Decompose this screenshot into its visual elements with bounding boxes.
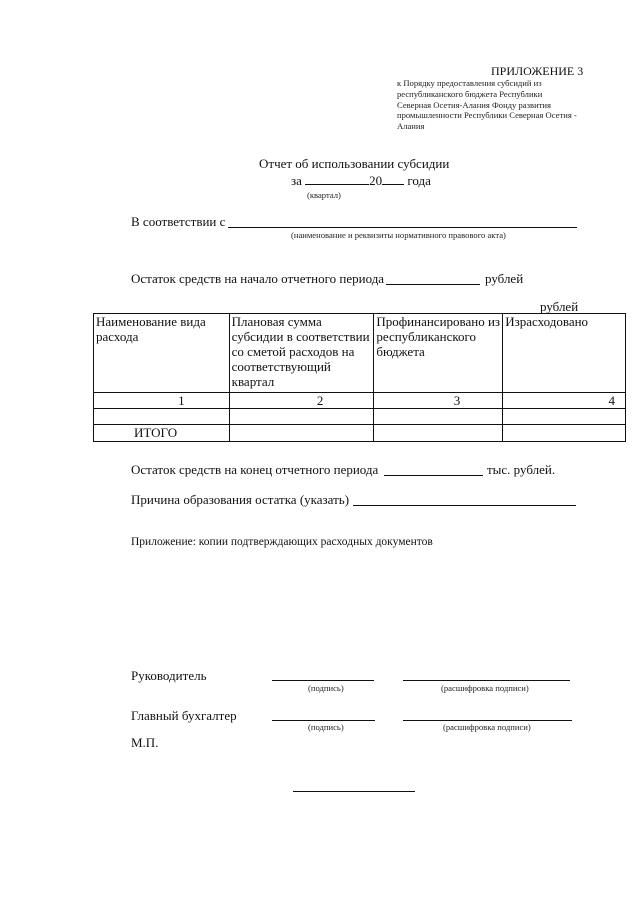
period-suffix: года: [407, 173, 431, 188]
closing-balance-blank[interactable]: [384, 475, 483, 476]
closing-balance-unit: тыс. рублей.: [487, 462, 556, 477]
header-text: Профинансировано из республиканского бюджета: [376, 314, 501, 359]
chief-accountant-label: Главный бухгалтер: [131, 708, 237, 723]
basis-caption: (наименование и реквизиты нормативного правового акта): [291, 230, 506, 240]
column-number: 2: [229, 393, 374, 409]
total-label: ИТОГО: [94, 425, 230, 442]
header-expense-type: [94, 314, 230, 393]
appendix-note-line: Северная Осетия-Алания Фонду развития: [397, 99, 551, 110]
stamp-label: М.П.: [131, 735, 159, 750]
bottom-line: [293, 791, 415, 792]
column-number: 4: [503, 393, 626, 409]
attachment-note: Приложение: копии подтверждающих расходных документов: [131, 536, 433, 548]
appendix-title: ПРИЛОЖЕНИЕ 3: [491, 64, 584, 78]
basis-label: В соответствии с: [131, 214, 226, 229]
head-signature-caption: (подпись): [308, 683, 344, 693]
header-text: Наименование вида расхода: [96, 314, 206, 344]
table-number-row: [94, 393, 626, 409]
appendix-note-line: Алания: [397, 121, 425, 132]
appendix-note: [397, 78, 577, 132]
table-cell[interactable]: [503, 409, 626, 425]
head-label: Руководитель: [131, 668, 207, 683]
report-title: Отчет об использовании субсидии: [259, 156, 450, 171]
table-cell[interactable]: [94, 409, 230, 425]
opening-balance-blank[interactable]: [386, 284, 480, 285]
reason-blank[interactable]: [353, 505, 576, 506]
accountant-signature-line[interactable]: [272, 720, 375, 721]
table-unit: рублей: [540, 299, 579, 314]
table-cell[interactable]: [229, 425, 374, 442]
reason-label: Причина образования остатка (указать): [131, 492, 350, 507]
table-cell[interactable]: [503, 425, 626, 442]
opening-balance-unit: рублей: [485, 271, 524, 286]
table-cell[interactable]: [374, 409, 503, 425]
table-cell[interactable]: [374, 425, 503, 442]
quarter-blank[interactable]: [305, 174, 369, 185]
head-decode-caption: (расшифровка подписи): [441, 683, 529, 693]
header-planned-amount: [229, 314, 374, 393]
period-year-prefix: 20: [369, 173, 383, 188]
header-spent: [503, 314, 626, 393]
table-total-row: [94, 425, 626, 442]
table-row: [94, 409, 626, 425]
header-text: Плановая сумма субсидии в соответствии со сметой расходов на соответствующий квартал: [231, 314, 370, 389]
appendix-note-line: промышленности Республики Северная Осетия -: [397, 110, 577, 121]
expense-table: [93, 313, 626, 442]
closing-balance-label: Остаток средств на конец отчетного периода: [131, 462, 379, 477]
table-cell[interactable]: [229, 409, 374, 425]
accountant-decode-caption: (расшифровка подписи): [443, 722, 531, 732]
column-number: 3: [374, 393, 503, 409]
head-signature-line[interactable]: [272, 680, 374, 681]
appendix-note-line: к Порядку предоставления субсидий из: [397, 78, 542, 88]
column-number: 1: [94, 393, 230, 409]
period-caption: (квартал): [307, 190, 341, 200]
head-decode-line[interactable]: [403, 680, 570, 681]
opening-balance-label: Остаток средств на начало отчетного периода: [131, 271, 385, 286]
accountant-signature-caption: (подпись): [308, 722, 344, 732]
header-financed: [374, 314, 503, 393]
accountant-decode-line[interactable]: [403, 720, 572, 721]
period-prefix: за: [291, 173, 302, 188]
table-header-row: [94, 314, 626, 393]
year-blank[interactable]: [382, 174, 404, 185]
header-text: Израсходовано: [505, 314, 589, 329]
basis-blank[interactable]: [228, 227, 577, 228]
appendix-note-line: республиканского бюджета Республики: [397, 88, 543, 99]
report-period: [291, 173, 431, 189]
